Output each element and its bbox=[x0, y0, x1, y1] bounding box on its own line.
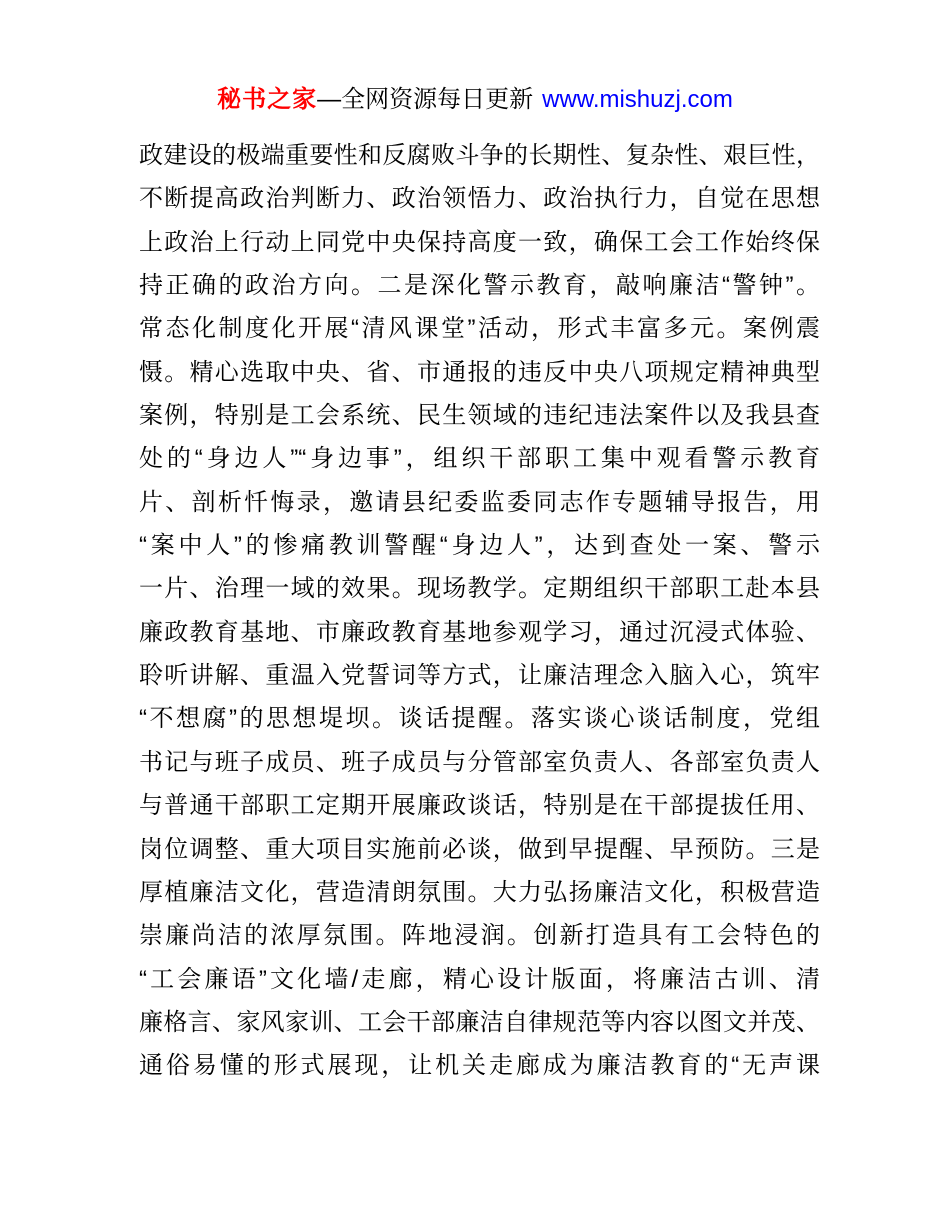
site-brand: 秘书之家 bbox=[217, 86, 318, 113]
page-header bbox=[0, 0, 950, 121]
text-line: “不想腐”的思想堤坝。谈话提醒。落实谈心谈话制度，党组 bbox=[139, 705, 820, 733]
text-line: “工会廉语”文化墙/走廊，精心设计版面，将廉洁古训、清 bbox=[139, 965, 820, 993]
header-tagline: 全网资源每日更新 bbox=[341, 86, 534, 113]
text-line: 廉格言、家风家训、工会干部廉洁自律规范等内容以图文并茂、 bbox=[139, 1008, 820, 1036]
text-line: 政建设的极端重要性和反腐败斗争的长期性、复杂性、艰巨性， bbox=[139, 142, 820, 169]
text-line: 不断提高政治判断力、政治领悟力、政治执行力，自觉在思想 bbox=[139, 185, 820, 213]
text-line: 一片、治理一域的效果。现场教学。定期组织干部职工赴本县 bbox=[139, 575, 820, 603]
text-line: 常态化制度化开展“清风课堂”活动，形式丰富多元。案例震 bbox=[139, 315, 820, 343]
text-line: 通俗易懂的形式展现，让机关走廊成为廉洁教育的“无声课 bbox=[139, 1052, 820, 1080]
text-line: 聆听讲解、重温入党誓词等方式，让廉洁理念入脑入心，筑牢 bbox=[139, 662, 820, 690]
text-line: “案中人”的惨痛教训警醒“身边人”，达到查处一案、警示 bbox=[139, 532, 820, 560]
text-line: 与普通干部职工定期开展廉政谈话，特别是在干部提拔任用、 bbox=[139, 792, 820, 820]
text-line: 书记与班子成员、班子成员与分管部室负责人、各部室负责人 bbox=[139, 748, 820, 776]
text-line: 崇廉尚洁的浓厚氛围。阵地浸润。创新打造具有工会特色的 bbox=[139, 922, 820, 950]
text-line: 慑。精心选取中央、省、市通报的违反中央八项规定精神典型 bbox=[139, 358, 820, 386]
document-body bbox=[139, 134, 820, 1088]
site-url-link[interactable]: www.mishuzj.com bbox=[542, 86, 733, 113]
text-line: 案例，特别是工会系统、民生领域的违纪违法案件以及我县查 bbox=[139, 402, 820, 430]
text-line: 厚植廉洁文化，营造清朗氛围。大力弘扬廉洁文化，积极营造 bbox=[139, 878, 820, 906]
text-line: 片、剖析忏悔录，邀请县纪委监委同志作专题辅导报告，用 bbox=[139, 488, 820, 516]
text-line: 岗位调整、重大项目实施前必谈，做到早提醒、早预防。三是 bbox=[139, 835, 820, 863]
text-line: 持正确的政治方向。二是深化警示教育，敲响廉洁“警钟”。 bbox=[139, 272, 820, 300]
text-line: 上政治上行动上同党中央保持高度一致，确保工会工作始终保 bbox=[139, 228, 820, 256]
text-line: 处的“身边人”“身边事”，组织干部职工集中观看警示教育 bbox=[139, 445, 820, 473]
text-line: 廉政教育基地、市廉政教育基地参观学习，通过沉浸式体验、 bbox=[139, 618, 820, 646]
header-separator: — bbox=[317, 86, 342, 113]
